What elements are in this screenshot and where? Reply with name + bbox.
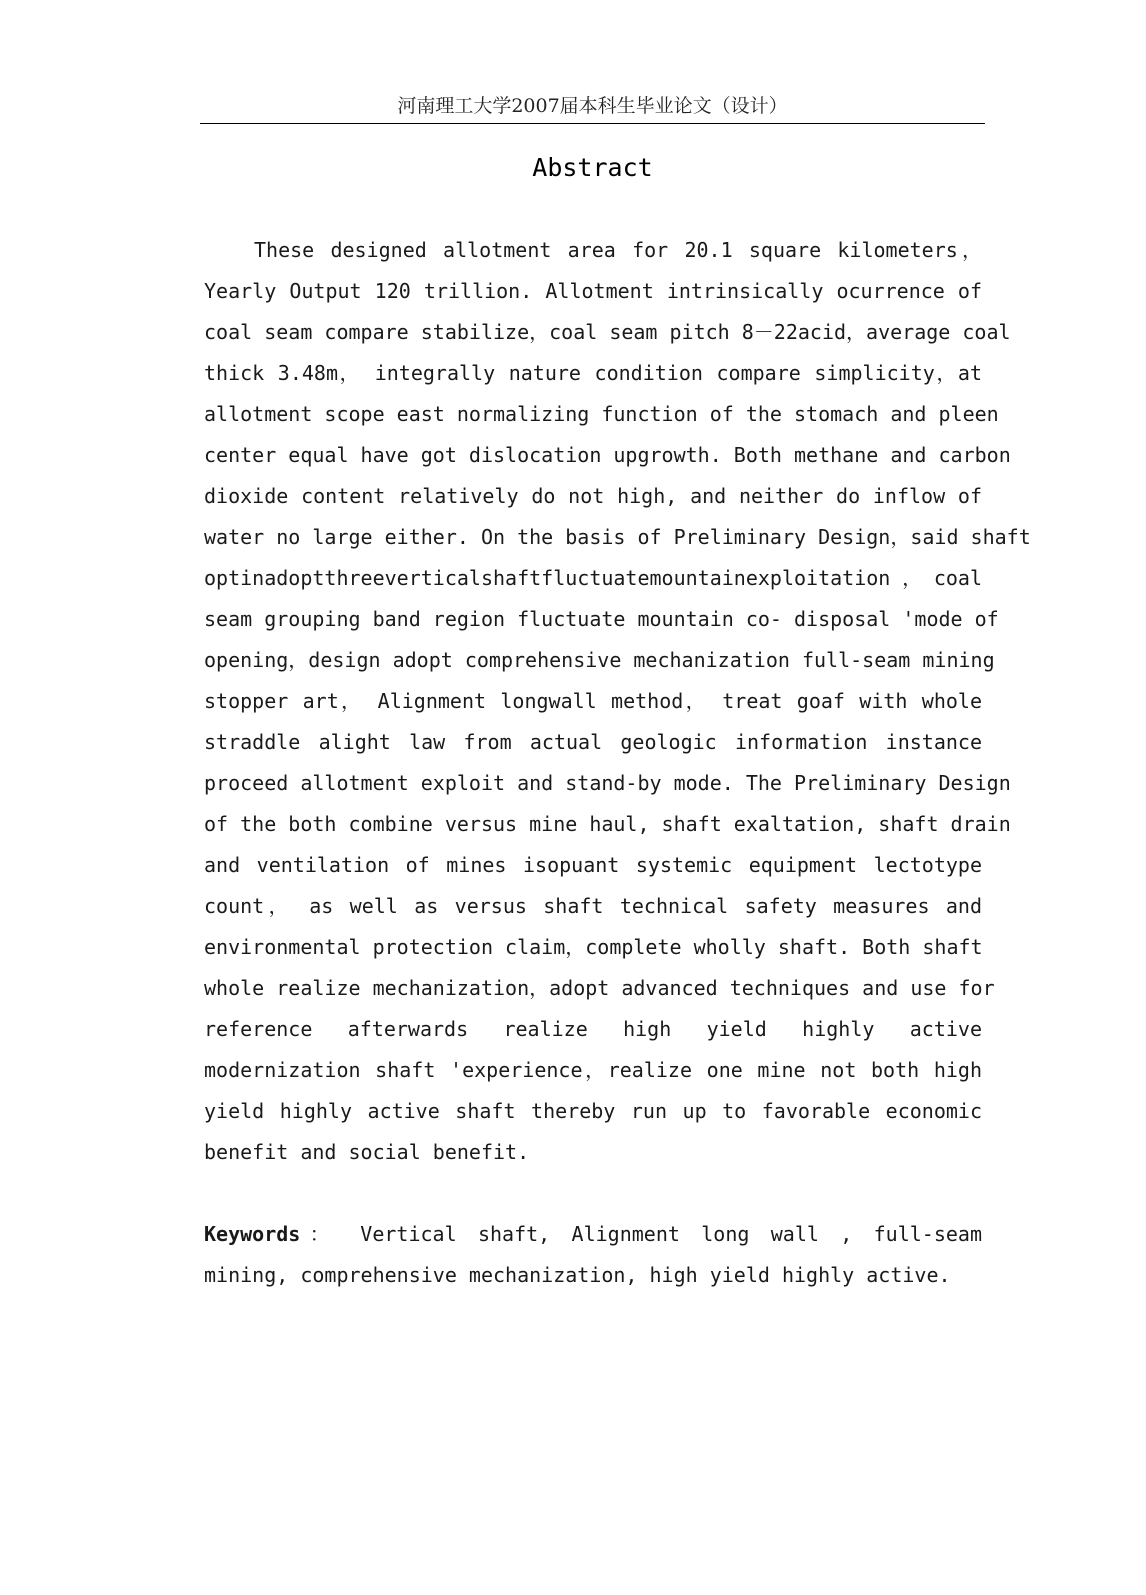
abstract-line: These designed allotment area for 20.1 square kilometers， — [254, 238, 982, 262]
abstract-line: Yearly Output 120 trillion. Allotment intrinsically ocurrence of — [204, 279, 982, 303]
abstract-line: benefit and social benefit. — [204, 1140, 530, 1164]
abstract-line: water no large either. On the basis of Preliminary Design，said shaft — [204, 525, 1031, 549]
abstract-line: count， as well as versus shaft technical safety measures and — [204, 894, 982, 918]
abstract-line: dioxide content relatively do not high, and neither do inflow of — [204, 484, 982, 508]
abstract-line: allotment scope east normalizing function of the stomach and pleen — [204, 402, 999, 426]
abstract-line: stopper art， Alignment longwall method， treat goaf with whole — [204, 689, 982, 713]
abstract-line: coal seam compare stabilize，coal seam pitch 8－22acid，average coal — [204, 320, 1011, 344]
keywords-separator: ： — [300, 1222, 339, 1246]
abstract-line: modernization shaft 'experience，realize one mine not both high — [204, 1058, 982, 1082]
keywords-section — [204, 1214, 1064, 1296]
abstract-line: optinadoptthreeverticalshaftfluctuatemountainexploitation，coal — [204, 566, 982, 590]
keywords-line: mining, comprehensive mechanization, high yield highly active. — [204, 1263, 951, 1287]
abstract-line: thick 3.48m， integrally nature condition compare simplicity，at — [204, 361, 982, 385]
abstract-line: environmental protection claim，complete wholly shaft. Both shaft — [204, 935, 983, 959]
keywords-line — [204, 1214, 982, 1255]
abstract-line: yield highly active shaft thereby run up to favorable economic — [204, 1099, 982, 1123]
header-rule — [200, 123, 985, 124]
abstract-line: reference afterwards realize high yield highly active — [204, 1017, 982, 1041]
abstract-line: center equal have got dislocation upgrowth. Both methane and carbon — [204, 443, 1011, 467]
abstract-line: and ventilation of mines isopuant systemic equipment lectotype — [204, 853, 982, 877]
keywords-text: Vertical shaft, Alignment long wall , full-seam — [360, 1222, 983, 1246]
abstract-title: Abstract — [532, 153, 653, 182]
abstract-body — [204, 230, 1064, 1173]
abstract-line: of the both combine versus mine haul, shaft exaltation, shaft drain — [204, 812, 1011, 836]
abstract-line: proceed allotment exploit and stand-by mode. The Preliminary Design — [204, 771, 1011, 795]
page-header: 河南理工大学2007届本科生毕业论文（设计） — [397, 95, 788, 117]
abstract-line: whole realize mechanization，adopt advanced techniques and use for — [204, 976, 995, 1000]
abstract-line: straddle alight law from actual geologic information instance — [204, 730, 982, 754]
abstract-line: seam grouping band region fluctuate mountain co- disposal 'mode of — [204, 607, 999, 631]
abstract-line: opening，design adopt comprehensive mechanization full-seam mining — [204, 648, 995, 672]
keywords-label: Keywords — [204, 1222, 301, 1246]
